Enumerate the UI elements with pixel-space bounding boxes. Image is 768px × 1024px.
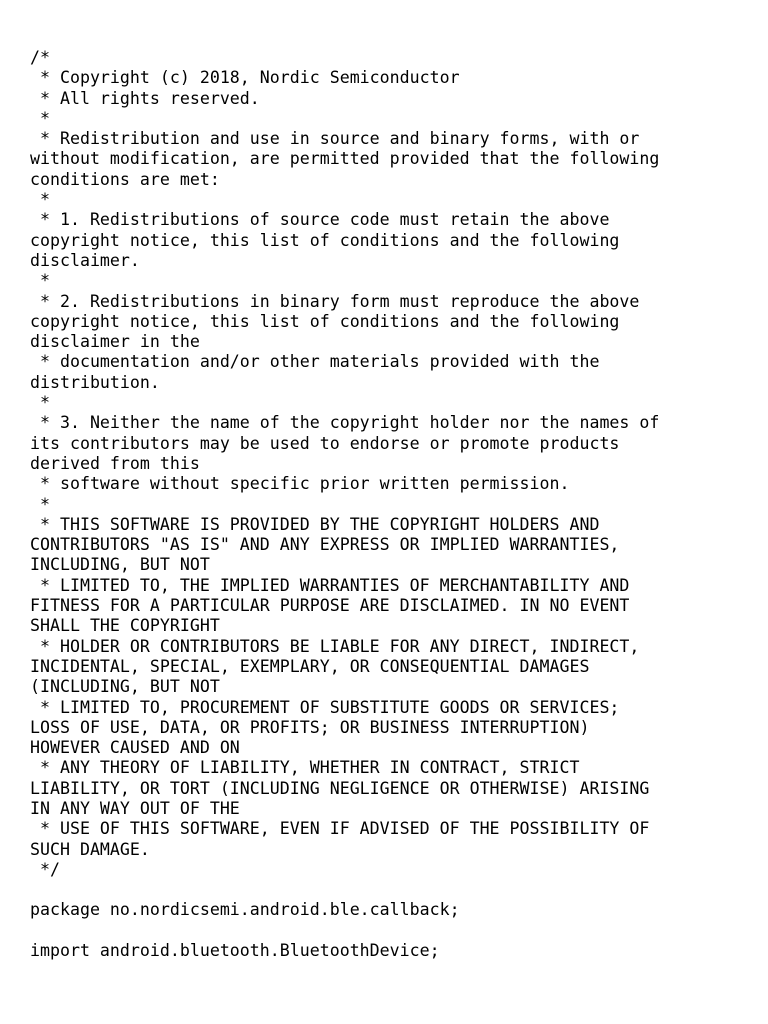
code-line: * LIMITED TO, PROCUREMENT OF SUBSTITUTE GOODS OR SERVICES; [30,697,620,717]
code-line: * [30,393,50,413]
code-line: (INCLUDING, BUT NOT [30,677,220,697]
code-line: copyright notice, this list of conditions and the following [30,230,620,250]
code-line: CONTRIBUTORS "AS IS" AND ANY EXPRESS OR IMPLIED WARRANTIES, [30,535,620,555]
code-line: LIABILITY, OR TORT (INCLUDING NEGLIGENCE OR OTHERWISE) ARISING [30,778,650,798]
code-line: package no.nordicsemi.android.ble.callback; [30,900,460,920]
code-line: IN ANY WAY OUT OF THE [30,798,240,818]
code-line: SHALL THE COPYRIGHT [30,616,220,636]
code-line: * [30,190,50,210]
code-line [30,921,750,941]
code-line: * documentation and/or other materials provided with the [30,352,600,372]
code-line: disclaimer. [30,250,140,270]
code-line: INCLUDING, BUT NOT [30,555,210,575]
code-line: derived from this [30,453,200,473]
code-line: import android.bluetooth.BluetoothDevice; [30,941,440,961]
code-line: copyright notice, this list of conditions and the following [30,311,620,331]
code-line: LOSS OF USE, DATA, OR PROFITS; OR BUSINESS INTERRUPTION) [30,717,590,737]
code-line: */ [30,859,60,879]
code-line: * [30,494,50,514]
code-line [30,880,750,900]
code-line: * THIS SOFTWARE IS PROVIDED BY THE COPYRIGHT HOLDERS AND [30,514,600,534]
code-line: * USE OF THIS SOFTWARE, EVEN IF ADVISED OF THE POSSIBILITY OF [30,819,650,839]
code-line: * 3. Neither the name of the copyright holder nor the names of [30,413,660,433]
code-line: without modification, are permitted provided that the following [30,149,660,169]
code-viewer [30,48,750,961]
code-line: disclaimer in the [30,332,200,352]
code-line: * Redistribution and use in source and binary forms, with or [30,129,640,149]
code-line: * Copyright (c) 2018, Nordic Semiconductor [30,68,460,88]
code-line: * ANY THEORY OF LIABILITY, WHETHER IN CONTRACT, STRICT [30,758,580,778]
code-line: * HOLDER OR CONTRIBUTORS BE LIABLE FOR ANY DIRECT, INDIRECT, [30,636,640,656]
code-line: * 1. Redistributions of source code must retain the above [30,210,610,230]
code-line: INCIDENTAL, SPECIAL, EXEMPLARY, OR CONSEQUENTIAL DAMAGES [30,656,590,676]
code-line: HOWEVER CAUSED AND ON [30,738,240,758]
code-line: FITNESS FOR A PARTICULAR PURPOSE ARE DISCLAIMED. IN NO EVENT [30,596,630,616]
code-line: conditions are met: [30,169,220,189]
code-line: * LIMITED TO, THE IMPLIED WARRANTIES OF MERCHANTABILITY AND [30,575,630,595]
code-line: SUCH DAMAGE. [30,839,150,859]
code-line: * [30,108,50,128]
code-line: * All rights reserved. [30,88,260,108]
code-line: * [30,271,50,291]
code-line: * software without specific prior written permission. [30,474,570,494]
code-line: its contributors may be used to endorse or promote products [30,433,620,453]
code-line: distribution. [30,372,160,392]
code-line: * 2. Redistributions in binary form must reproduce the above [30,291,640,311]
code-line: /* [30,48,50,67]
